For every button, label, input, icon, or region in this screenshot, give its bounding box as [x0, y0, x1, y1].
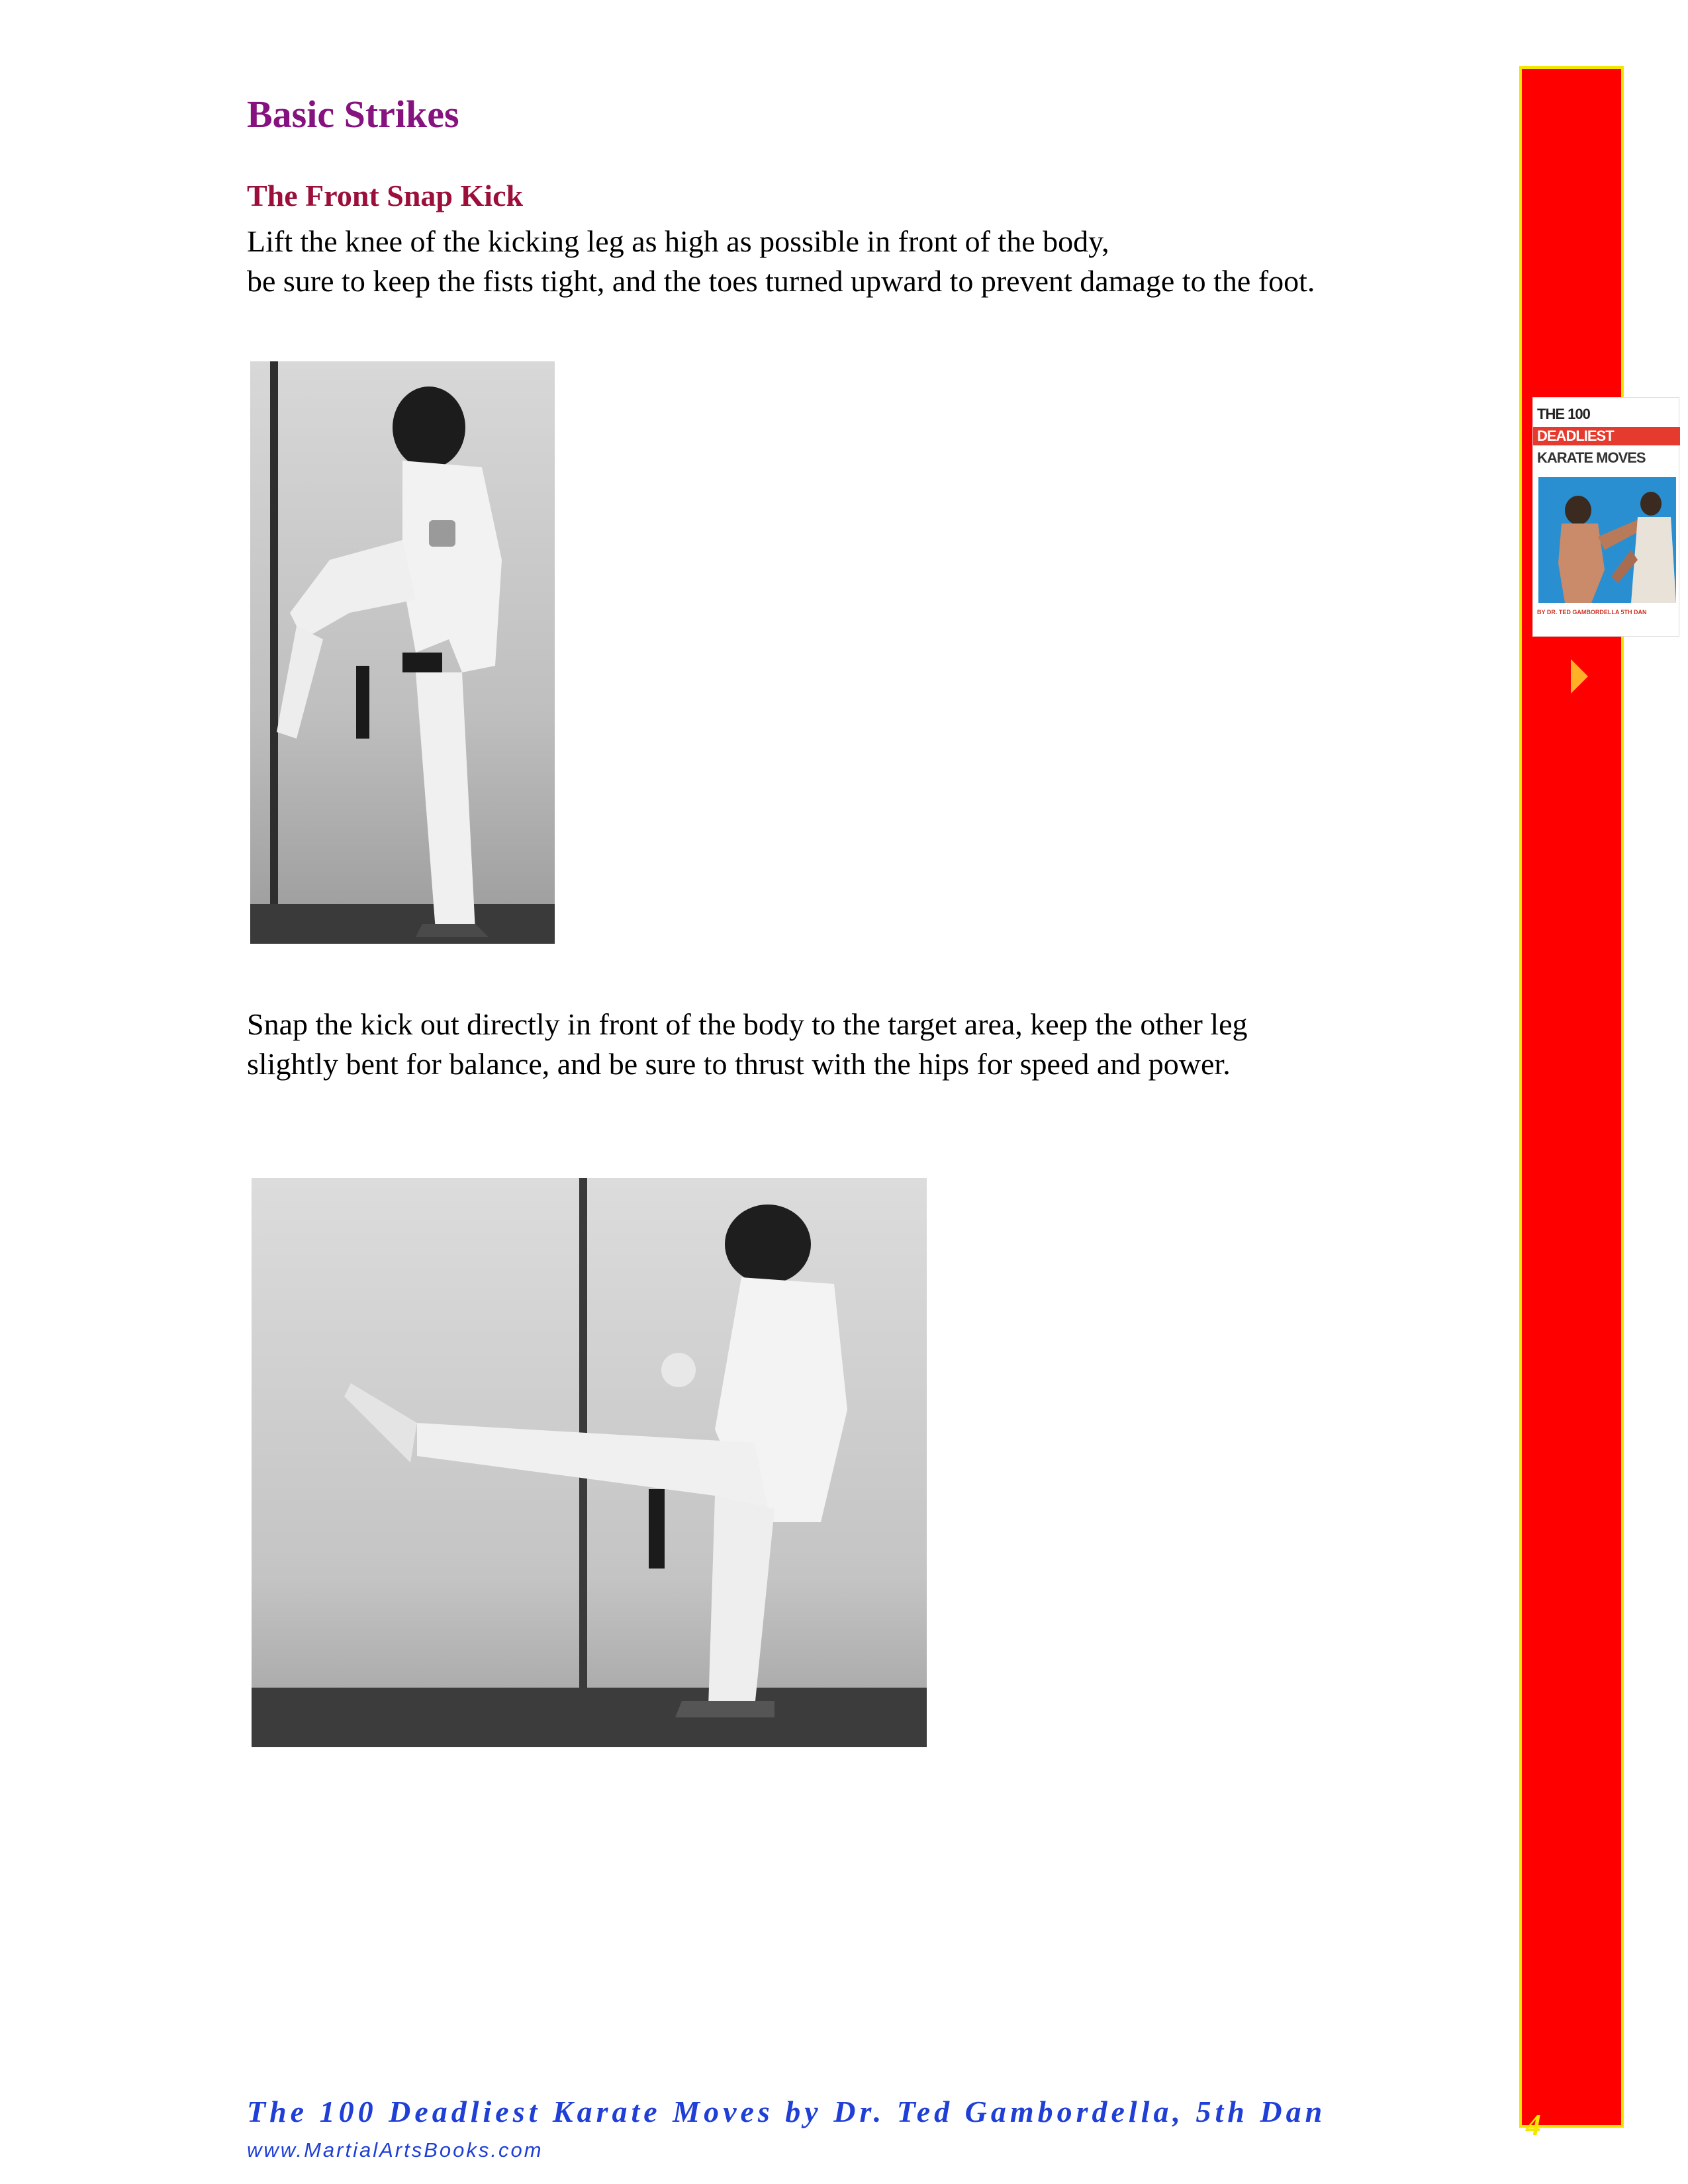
section-heading: The Front Snap Kick: [247, 179, 524, 212]
paragraph-line: Snap the kick out directly in front of the body to the target area, keep the other leg: [247, 1007, 1248, 1041]
paragraph-snap-kick: [247, 1005, 1248, 1084]
cover-fighters-illustration: [1538, 477, 1676, 603]
cover-photo: [1538, 477, 1676, 603]
triangle-right-icon[interactable]: [1571, 659, 1588, 694]
cover-title-line: THE 100: [1537, 406, 1590, 422]
cover-title-line: KARATE MOVES: [1537, 449, 1646, 466]
footer-website-link[interactable]: www.MartialArtsBooks.com: [247, 2138, 543, 2161]
paragraph-knee-lift: [247, 222, 1315, 301]
page-number: 4: [1526, 2108, 1541, 2142]
paragraph-line: be sure to keep the fists tight, and the toes turned upward to prevent damage to the foot.: [247, 264, 1315, 298]
page-title: Basic Strikes: [247, 93, 459, 136]
book-cover-thumbnail[interactable]: [1532, 397, 1679, 637]
cover-title-line: DEADLIEST: [1533, 427, 1680, 445]
paragraph-line: slightly bent for balance, and be sure to thrust with the hips for speed and power.: [247, 1047, 1231, 1081]
sidebar-red-bar: [1519, 66, 1624, 2128]
photo-kick-extended: [252, 1178, 927, 1747]
kick-extended-illustration: [252, 1178, 927, 1747]
photo-knee-raised: [250, 361, 555, 944]
cover-author: BY DR. TED GAMBORDELLA 5TH DAN: [1537, 609, 1647, 615]
footer-book-title: The 100 Deadliest Karate Moves by Dr. Ted Gambordella, 5th Dan: [247, 2095, 1327, 2128]
knee-raised-illustration: [250, 361, 555, 944]
paragraph-line: Lift the knee of the kicking leg as high as possible in front of the body,: [247, 224, 1109, 258]
